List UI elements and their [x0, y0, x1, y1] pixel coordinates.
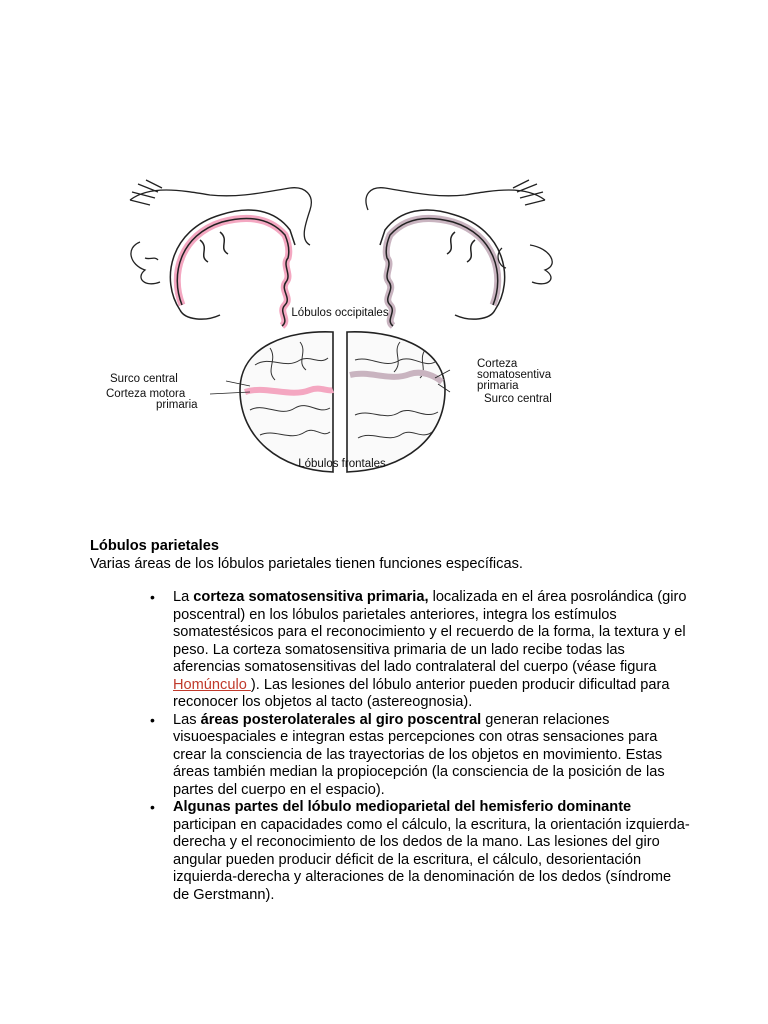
- label-frontal: Lóbulos frontales: [298, 458, 386, 470]
- right-coronal-section: [380, 210, 505, 326]
- section-intro: Varias áreas de los lóbulos parietales tienen funciones específicas.: [90, 555, 523, 572]
- label-occipital: Lóbulos occipitales: [291, 307, 389, 319]
- bullet-icon: •: [150, 799, 155, 815]
- homunculus-diagram: [100, 170, 580, 480]
- list-item: • Las áreas posterolaterales al giro poscentral generan relaciones visuoespaciales e integran estas percepciones con otras sensaciones para crear la consciencia de las trayectorias de los objetos en movimiento. Estas áreas también median la propiocepción (la consciencia de la posición de las partes del cuerpo en el espacio).: [150, 711, 665, 798]
- right-hemisphere-top: [347, 332, 445, 472]
- left-coronal-section: [170, 210, 295, 326]
- brain-top-view: [240, 332, 445, 472]
- bullet-icon: •: [150, 711, 155, 728]
- parietal-section: [90, 538, 690, 904]
- label-soma-line1: Corteza: [477, 358, 518, 370]
- section-heading: Lóbulos parietales: [90, 538, 219, 554]
- homunculus-figure: [100, 170, 580, 480]
- label-surco-central-right: Surco central: [484, 393, 552, 405]
- sensory-cortex-strip: [386, 218, 498, 326]
- label-motora-line1: Corteza motora: [106, 388, 186, 400]
- left-hemisphere-top: [240, 332, 333, 472]
- label-soma-line2: somatosentiva: [477, 369, 552, 381]
- list-item: • La corteza somatosensitiva primaria, localizada en el área posrolándica (giro poscentral) en los lóbulos parietales anteriores, integra los estímulos somatestésicos para el reconocimiento y el recuerdo de la forma, la textura y el peso. La corteza somatosensitiva primaria de un lado recibe todas las aferencias somatosensitivas del lado contralateral del cuerpo (véase figura Homúnculo ). Las lesiones del lóbulo anterior pueden producir dificultad para reconocer los objetos al tacto (astereognosia).: [150, 589, 687, 710]
- list-item: • Algunas partes del lóbulo medioparietal del hemisferio dominante participan en capacidades como el cálculo, la escritura, la orientación izquierda-derecha y el reconocimiento de los dedos de la mano. Las lesiones del giro angular pueden producir déficit de la escritura, el cálculo, desorientación izquierda-derecha y alteraciones de la denominación de los dedos (síndrome de Gerstmann).: [150, 799, 690, 903]
- motor-cortex-strip: [177, 218, 289, 326]
- label-surco-central-left: Surco central: [110, 373, 178, 385]
- homunculo-link[interactable]: Homúnculo: [173, 676, 251, 693]
- bullet-icon: •: [150, 589, 155, 605]
- label-motora-line2: primaria: [156, 399, 198, 411]
- label-soma-line3: primaria: [477, 380, 519, 392]
- bullet-list: [90, 589, 690, 904]
